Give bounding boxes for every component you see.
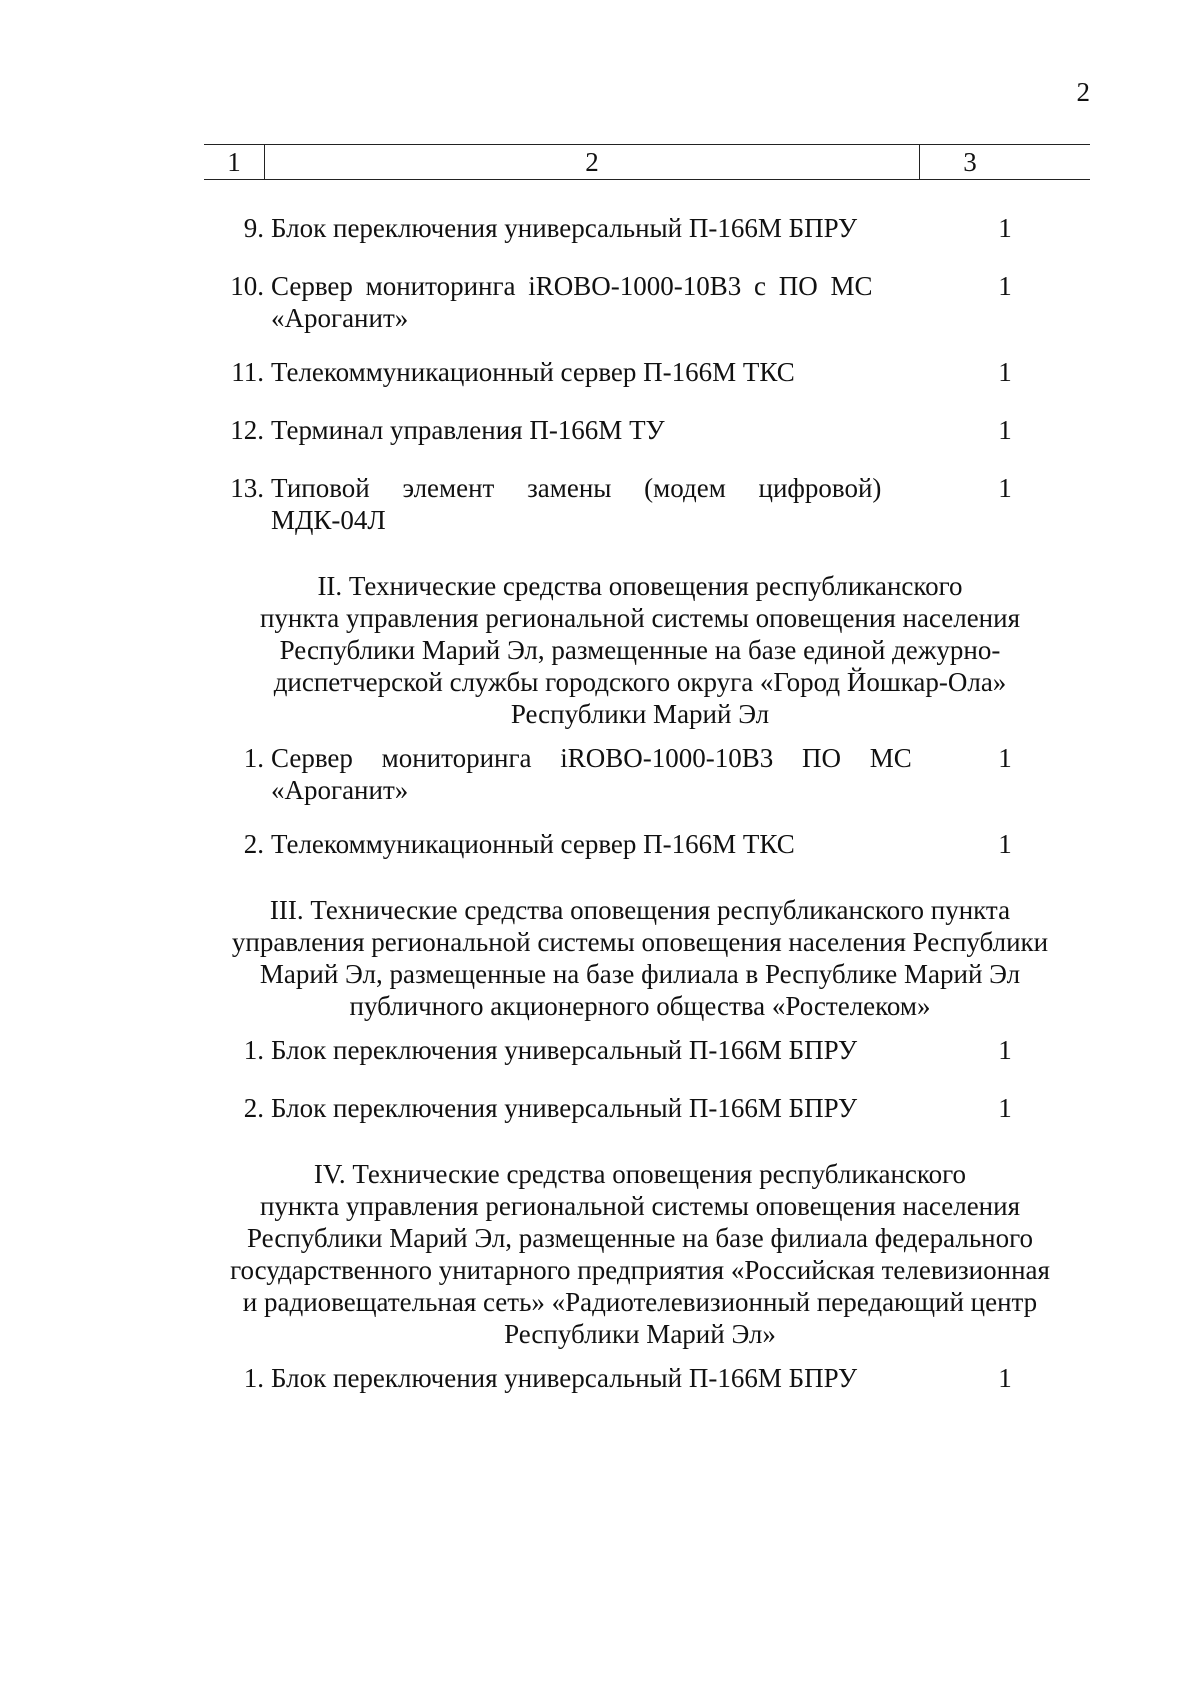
- section-heading-line: Республики Марий Эл, размещенные на базе филиала федерального: [247, 1223, 1033, 1253]
- section-heading-line: IV. Технические средства оповещения республиканского: [313, 1159, 967, 1189]
- page-number: 2: [1076, 77, 1090, 107]
- row-name-line-2: МДК-04Л: [271, 505, 386, 535]
- row-name: Телекоммуникационный сервер П-166М ТКС: [271, 357, 795, 387]
- row-name-line-2: «Ароганит»: [271, 303, 409, 333]
- section-heading-line: Марий Эл, размещенные на базе филиала в Республике Марий Эл: [259, 959, 1021, 989]
- section-heading-line: диспетчерской службы городского округа «Город Йошкар-Ола»: [273, 667, 1007, 697]
- row-name-line-2: «Ароганит»: [271, 775, 409, 805]
- row-quantity: 1: [998, 1363, 1012, 1393]
- section-heading-line: и радиовещательная сеть» «Радиотелевизионный передающий центр: [242, 1287, 1038, 1317]
- row-quantity: 1: [998, 271, 1012, 301]
- section-heading-line: Республики Марий Эл: [510, 699, 770, 729]
- row-number: 11.: [231, 357, 264, 387]
- row-name: Блок переключения универсальный П-166М БПРУ: [271, 1035, 858, 1065]
- row-name: Блок переключения универсальный П-166М БПРУ: [271, 1093, 858, 1123]
- section-heading-2: [200, 570, 1080, 730]
- row-name: Блок переключения универсальный П-166М БПРУ: [271, 213, 858, 243]
- row-name-line-1: Сервер мониторинга iROBO-1000-10B3 с ПО МС: [271, 271, 873, 301]
- row-name: Телекоммуникационный сервер П-166М ТКС: [271, 829, 795, 859]
- row-number: 12.: [230, 415, 264, 445]
- row-number: 2.: [243, 1093, 264, 1123]
- row-number: 1.: [243, 1363, 264, 1393]
- row-quantity: 1: [998, 415, 1012, 445]
- row-quantity: 1: [998, 1093, 1012, 1123]
- section-heading-line: государственного унитарного предприятия «Российская телевизионная: [230, 1255, 1050, 1285]
- row-number: 1.: [243, 1035, 264, 1065]
- section-heading-3: [200, 894, 1080, 1022]
- row-number: 13.: [230, 473, 264, 503]
- row-quantity: 1: [998, 473, 1012, 503]
- section-heading-line: пункта управления региональной системы оповещения населения: [259, 1191, 1021, 1221]
- row-name-line-1: Сервер мониторинга iROBO-1000-10B3 ПО МС: [271, 743, 912, 773]
- section-heading-line: III. Технические средства оповещения республиканского пункта: [269, 895, 1011, 925]
- table-header: [204, 144, 1090, 180]
- section-heading-4: [200, 1158, 1080, 1350]
- row-name: Блок переключения универсальный П-166М БПРУ: [271, 1363, 858, 1393]
- row-quantity: 1: [998, 1035, 1012, 1065]
- section-heading-line: пункта управления региональной системы оповещения населения: [259, 603, 1021, 633]
- section-heading-line: Республики Марий Эл, размещенные на базе единой дежурно-: [279, 635, 1001, 665]
- row-quantity: 1: [998, 357, 1012, 387]
- row-name-line-1: Типовой элемент замены (модем цифровой): [271, 473, 882, 503]
- header-col-1: 1: [204, 145, 265, 179]
- row-number: 1.: [243, 743, 264, 773]
- header-col-3: 3: [963, 147, 977, 177]
- header-col-2: 2: [265, 145, 920, 179]
- row-quantity: 1: [998, 743, 1012, 773]
- section-heading-line: публичного акционерного общества «Ростелеком»: [349, 991, 931, 1021]
- row-quantity: 1: [998, 829, 1012, 859]
- row-number: 9.: [243, 213, 264, 243]
- row-number: 10.: [230, 271, 264, 301]
- section-heading-line: управления региональной системы оповещения населения Республики: [231, 927, 1049, 957]
- row-quantity: 1: [998, 213, 1012, 243]
- section-heading-line: Республики Марий Эл»: [504, 1319, 776, 1349]
- row-name: Терминал управления П-166М ТУ: [271, 415, 665, 445]
- row-number: 2.: [243, 829, 264, 859]
- section-heading-line: II. Технические средства оповещения республиканского: [317, 571, 963, 601]
